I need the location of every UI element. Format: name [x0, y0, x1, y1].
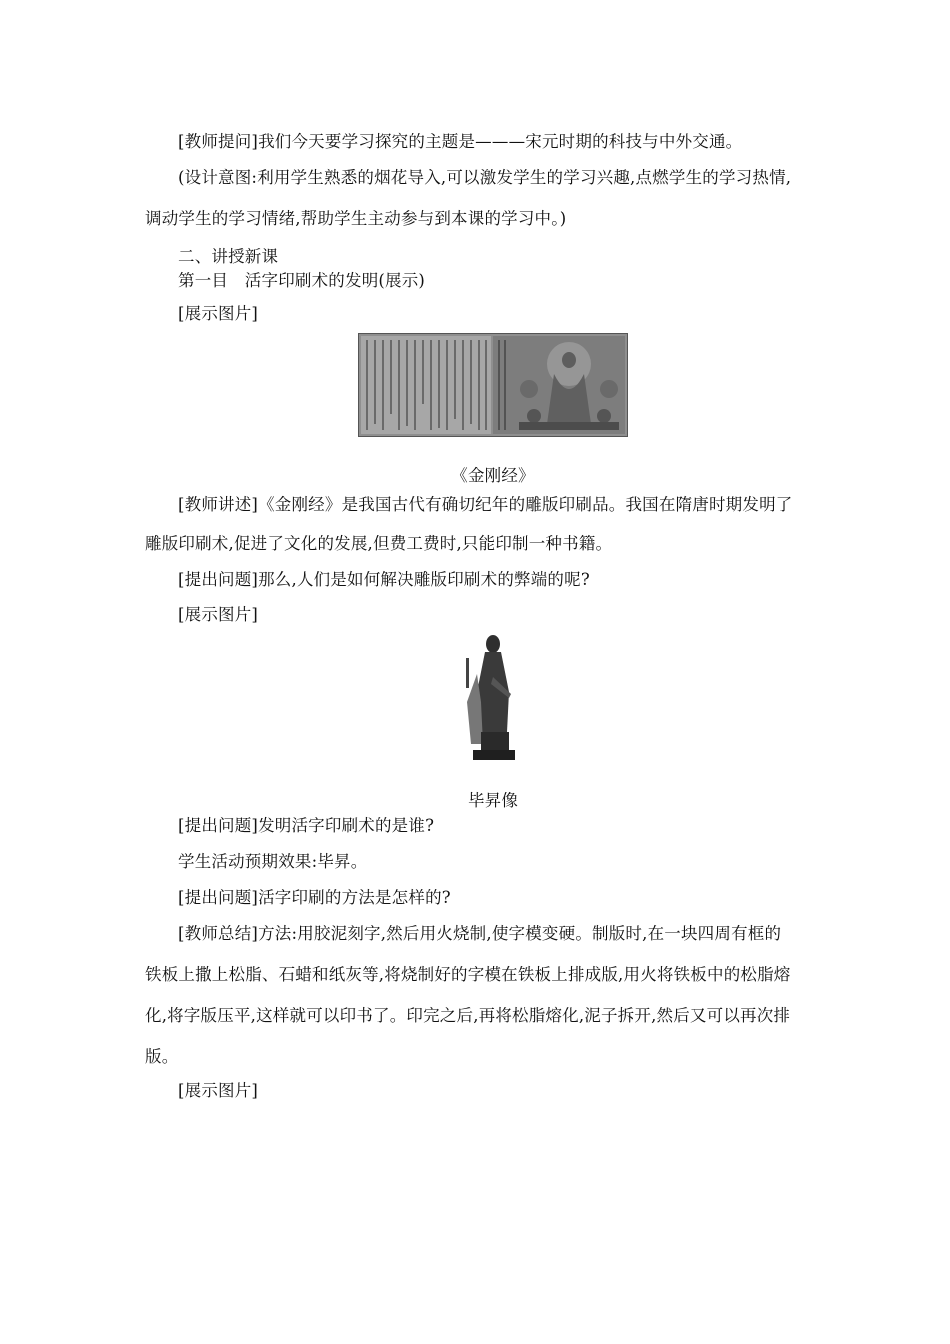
figure-caption-bi-sheng: 毕昇像: [467, 791, 519, 810]
section-heading: 二、讲授新课: [178, 247, 279, 266]
subsection-heading: 第一目 活字印刷术的发明(展示): [178, 271, 426, 290]
teacher-narration-line-2: 雕版印刷术,促进了文化的发展,但费工费时,只能印制一种书籍。: [145, 534, 613, 553]
teacher-summary-line-3: 化,将字版压平,这样就可以印书了。印完之后,再将松脂熔化,泥子拆开,然后又可以再次排: [145, 1006, 791, 1025]
show-picture-label-3: [展示图片]: [178, 1081, 259, 1100]
design-intent-line-1: (设计意图:利用学生熟悉的烟花导入,可以激发学生的学习兴趣,点燃学生的学习热情,: [178, 168, 792, 187]
question-line-2: [提出问题]发明活字印刷术的是谁?: [178, 816, 435, 835]
design-intent-line-2: 调动学生的学习情绪,帮助学生主动参与到本课的学习中。): [145, 209, 567, 228]
show-picture-label-2: [展示图片]: [178, 605, 259, 624]
bi-sheng-statue-image: [463, 632, 518, 764]
teacher-question-line: [教师提问]我们今天要学习探究的主题是———宋元时期的科技与中外交通。: [178, 132, 743, 151]
show-picture-label-1: [展示图片]: [178, 304, 259, 323]
diamond-sutra-image: [358, 333, 628, 437]
figure-caption-diamond-sutra: 《金刚经》: [451, 466, 535, 485]
question-line-1: [提出问题]那么,人们是如何解决雕版印刷术的弊端的呢?: [178, 570, 590, 589]
teacher-summary-line-1: [教师总结]方法:用胶泥刻字,然后用火烧制,使字模变硬。制版时,在一块四周有框的: [178, 924, 782, 943]
teacher-summary-line-4: 版。: [145, 1047, 179, 1066]
teacher-summary-line-2: 铁板上撒上松脂、石蜡和纸灰等,将烧制好的字模在铁板上排成版,用火将铁板中的松脂熔: [145, 965, 791, 984]
question-line-3: [提出问题]活字印刷的方法是怎样的?: [178, 888, 451, 907]
teacher-narration-line-1: [教师讲述]《金刚经》是我国古代有确切纪年的雕版印刷品。我国在隋唐时期发明了: [178, 495, 793, 514]
student-activity-line: 学生活动预期效果:毕昇。: [178, 852, 368, 871]
